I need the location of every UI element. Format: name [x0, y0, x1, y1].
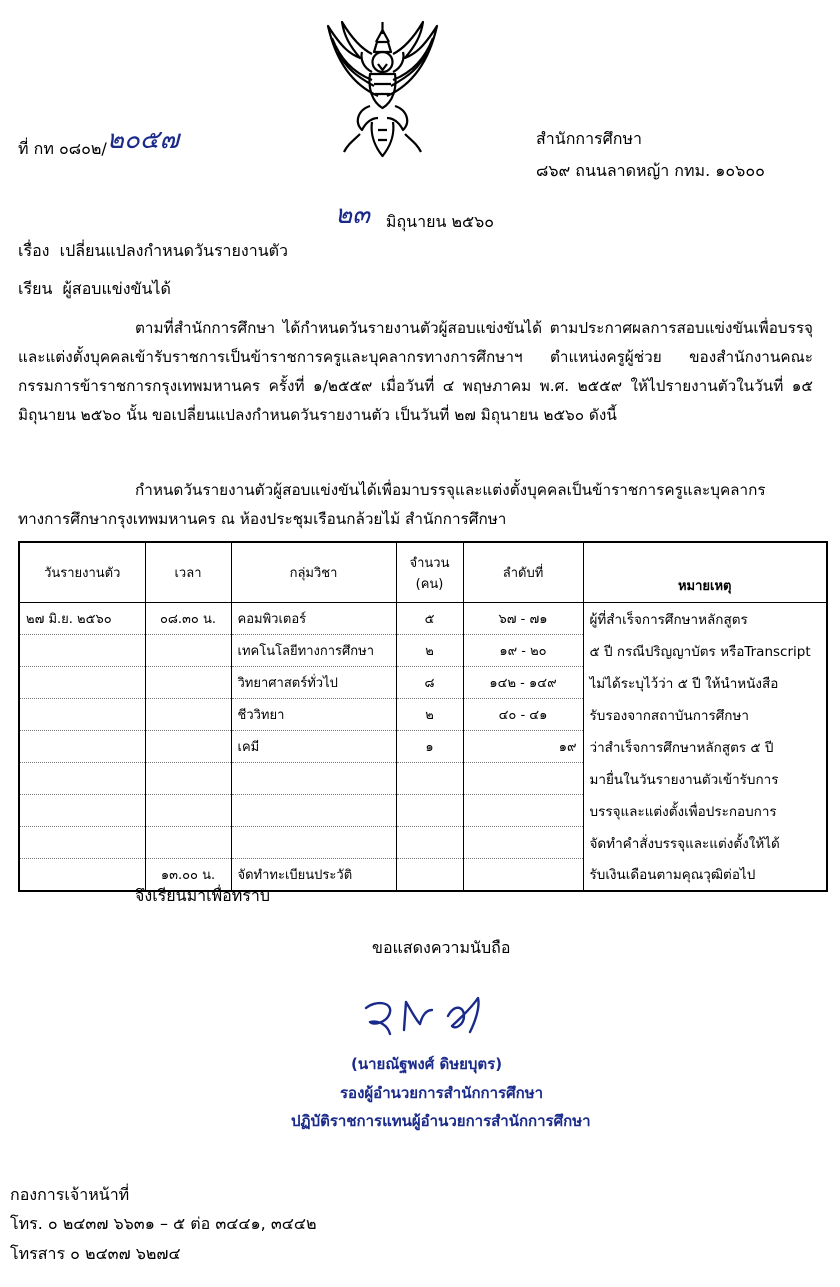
table-row	[19, 763, 827, 795]
reference-handwritten-number: ๒๐๕๗	[106, 125, 180, 155]
date-month-year: มิถุนายน ๒๕๖๐	[385, 212, 495, 231]
cell-rank: ๑๙ - ๒๐	[463, 635, 583, 667]
header-rank: ลำดับที่	[463, 542, 583, 603]
header-subject-group: กลุ่มวิชา	[231, 542, 396, 603]
cell-subject: คอมพิวเตอร์	[231, 603, 396, 635]
cell-remarks-line: ๕ ปี กรณีปริญญาบัตร หรือTranscript	[583, 635, 827, 667]
paragraph-2-text: กำหนดวันรายงานตัวผู้สอบแข่งขันได้เพื่อมาบรรจุและแต่งตั้งบุคคลเป็นข้าราชการครูและบุคลากรทางการศึกษากรุงเทพมหานคร ณ ห้องประชุมเรือนกล้วยไม้ สำนักการศึกษา	[18, 481, 766, 528]
cell-subject: ชีววิทยา	[231, 699, 396, 731]
cell-rank	[463, 827, 583, 859]
recipient-line	[18, 277, 171, 302]
cell-subject: จัดทำทะเบียนประวัติ	[231, 859, 396, 892]
cell-remarks-line: ไม่ได้ระบุไว้ว่า ๕ ปี ให้นำหนังสือ	[583, 667, 827, 699]
cell-subject: เทคโนโลยีทางการศึกษา	[231, 635, 396, 667]
cell-remarks-line: บรรจุและแต่งตั้งเพื่อประกอบการ	[583, 795, 827, 827]
cell-rank: ๔๐ - ๔๑	[463, 699, 583, 731]
cell-time	[145, 699, 231, 731]
cell-subject	[231, 827, 396, 859]
cell-subject	[231, 795, 396, 827]
cell-count	[396, 795, 463, 827]
cell-date: ๒๗ มิ.ย. ๒๕๖๐	[19, 603, 145, 635]
footer-division: กองการเจ้าหน้าที่	[10, 1185, 130, 1204]
cell-rank	[463, 763, 583, 795]
cell-time: ๐๘.๓๐ น.	[145, 603, 231, 635]
cell-date	[19, 731, 145, 763]
cell-count: ๘	[396, 667, 463, 699]
office-name: สำนักการศึกษา	[536, 129, 643, 148]
cell-count: ๒	[396, 635, 463, 667]
signer-position: รองผู้อำนวยการสำนักการศึกษา	[340, 1084, 544, 1102]
cell-rank	[463, 795, 583, 827]
table-row	[19, 635, 827, 667]
cell-remarks-line: รับเงินเดือนตามคุณวุฒิต่อไป	[583, 859, 827, 892]
cell-count	[396, 827, 463, 859]
report-schedule-table	[18, 541, 828, 892]
cell-count: ๑	[396, 731, 463, 763]
cell-count	[396, 859, 463, 892]
footer-phone: โทร. ๐ ๒๔๓๗ ๖๖๓๑ – ๕ ต่อ ๓๔๔๑, ๓๔๔๒	[10, 1214, 317, 1233]
date-day-handwritten: ๒๓	[335, 200, 370, 230]
reference-number	[18, 125, 179, 166]
table-row	[19, 827, 827, 859]
letter-date	[335, 198, 494, 239]
body-paragraph-2	[18, 476, 813, 534]
closing-inform: จึงเรียนมาเพื่อทราบ	[135, 886, 270, 905]
cell-date	[19, 859, 145, 892]
cell-time	[145, 795, 231, 827]
cell-count	[396, 763, 463, 795]
cell-date	[19, 763, 145, 795]
recipient-text: ผู้สอบแข่งขันได้	[62, 279, 171, 298]
subject-label: เรื่อง	[18, 241, 50, 260]
table-row	[19, 795, 827, 827]
table-header-row	[19, 542, 827, 603]
header-count-label: จำนวน	[409, 555, 450, 571]
header-remarks: หมายเหตุ	[583, 542, 827, 603]
cell-date	[19, 699, 145, 731]
body-paragraph-1	[18, 314, 813, 430]
office-address: ๘๖๙ ถนนลาดหญ้า กทม. ๑๐๖๐๐	[536, 161, 765, 180]
cell-rank: ๑๔๒ - ๑๔๙	[463, 667, 583, 699]
paragraph-1-text: ตามที่สำนักการศึกษา ได้กำหนดวันรายงานตัวผู้สอบแข่งขันได้ ตามประกาศผลการสอบแข่งขันเพื่อบรรจุและแต่งตั้งบุคคลเข้ารับราชการเป็นข้าราชการครูและบุคลากรทางการศึกษาฯ ตำแหน่งครูผู้ช่วย ของสำนักงานคณะกรรมการข้าราชการกรุงเทพมหานคร ครั้งที่ ๑/๒๕๕๙ เมื่อวันที่ ๔ พฤษภาคม พ.ศ. ๒๕๕๙ ให้ไปรายงานตัวในวันที่ ๑๕ มิถุนายน ๒๕๖๐ นั้น ขอเปลี่ยนแปลงกำหนดวันรายงานตัว เป็นวันที่ ๒๗ มิถุนายน ๒๕๖๐ ดังนี้	[18, 319, 813, 424]
cell-remarks-line: รับรองจากสถาบันการศึกษา	[583, 699, 827, 731]
table-row	[19, 731, 827, 763]
cell-time	[145, 827, 231, 859]
signer-acting: ปฏิบัติราชการแทนผู้อำนวยการสำนักการศึกษา	[291, 1112, 591, 1130]
cell-subject: วิทยาศาสตร์ทั่วไป	[231, 667, 396, 699]
cell-date	[19, 635, 145, 667]
cell-time	[145, 635, 231, 667]
cell-count: ๒	[396, 699, 463, 731]
cell-date	[19, 827, 145, 859]
subject-line	[18, 239, 288, 264]
cell-time	[145, 763, 231, 795]
cell-time	[145, 731, 231, 763]
recipient-label: เรียน	[18, 279, 53, 298]
signer-name: (นายณัฐพงศ์ ดิษยบุตร)	[351, 1055, 503, 1073]
header-count	[396, 542, 463, 603]
header-time: เวลา	[145, 542, 231, 603]
subject-text: เปลี่ยนแปลงกำหนดวันรายงานตัว	[59, 241, 289, 260]
cell-remarks-line: มายื่นในวันรายงานตัวเข้ารับการ	[583, 763, 827, 795]
cell-remarks-line: ผู้ที่สำเร็จการศึกษาหลักสูตร	[583, 603, 827, 635]
cell-time: ๑๓.๐๐ น.	[145, 859, 231, 892]
reference-prefix: ที่ กท ๐๘๐๒/	[18, 139, 107, 158]
cell-remarks-line: ว่าสำเร็จการศึกษาหลักสูตร ๕ ปี	[583, 731, 827, 763]
cell-count: ๕	[396, 603, 463, 635]
table-row	[19, 667, 827, 699]
cell-subject	[231, 763, 396, 795]
cell-rank	[463, 859, 583, 892]
header-date: วันรายงานตัว	[19, 542, 145, 603]
header-count-unit: (คน)	[415, 576, 444, 592]
cell-time	[145, 667, 231, 699]
table-row	[19, 699, 827, 731]
cell-rank: ๑๙	[463, 731, 583, 763]
cell-date	[19, 667, 145, 699]
cell-subject: เคมี	[231, 731, 396, 763]
signature-image	[360, 990, 510, 1040]
cell-date	[19, 795, 145, 827]
cell-rank: ๖๗ - ๗๑	[463, 603, 583, 635]
table-row	[19, 603, 827, 635]
closing-regards: ขอแสดงความนับถือ	[372, 938, 511, 957]
footer-fax: โทรสาร ๐ ๒๔๓๗ ๖๒๗๔	[10, 1244, 181, 1263]
garuda-emblem	[320, 18, 445, 160]
cell-remarks-line: จัดทำคำสั่งบรรจุและแต่งตั้งให้ได้	[583, 827, 827, 859]
